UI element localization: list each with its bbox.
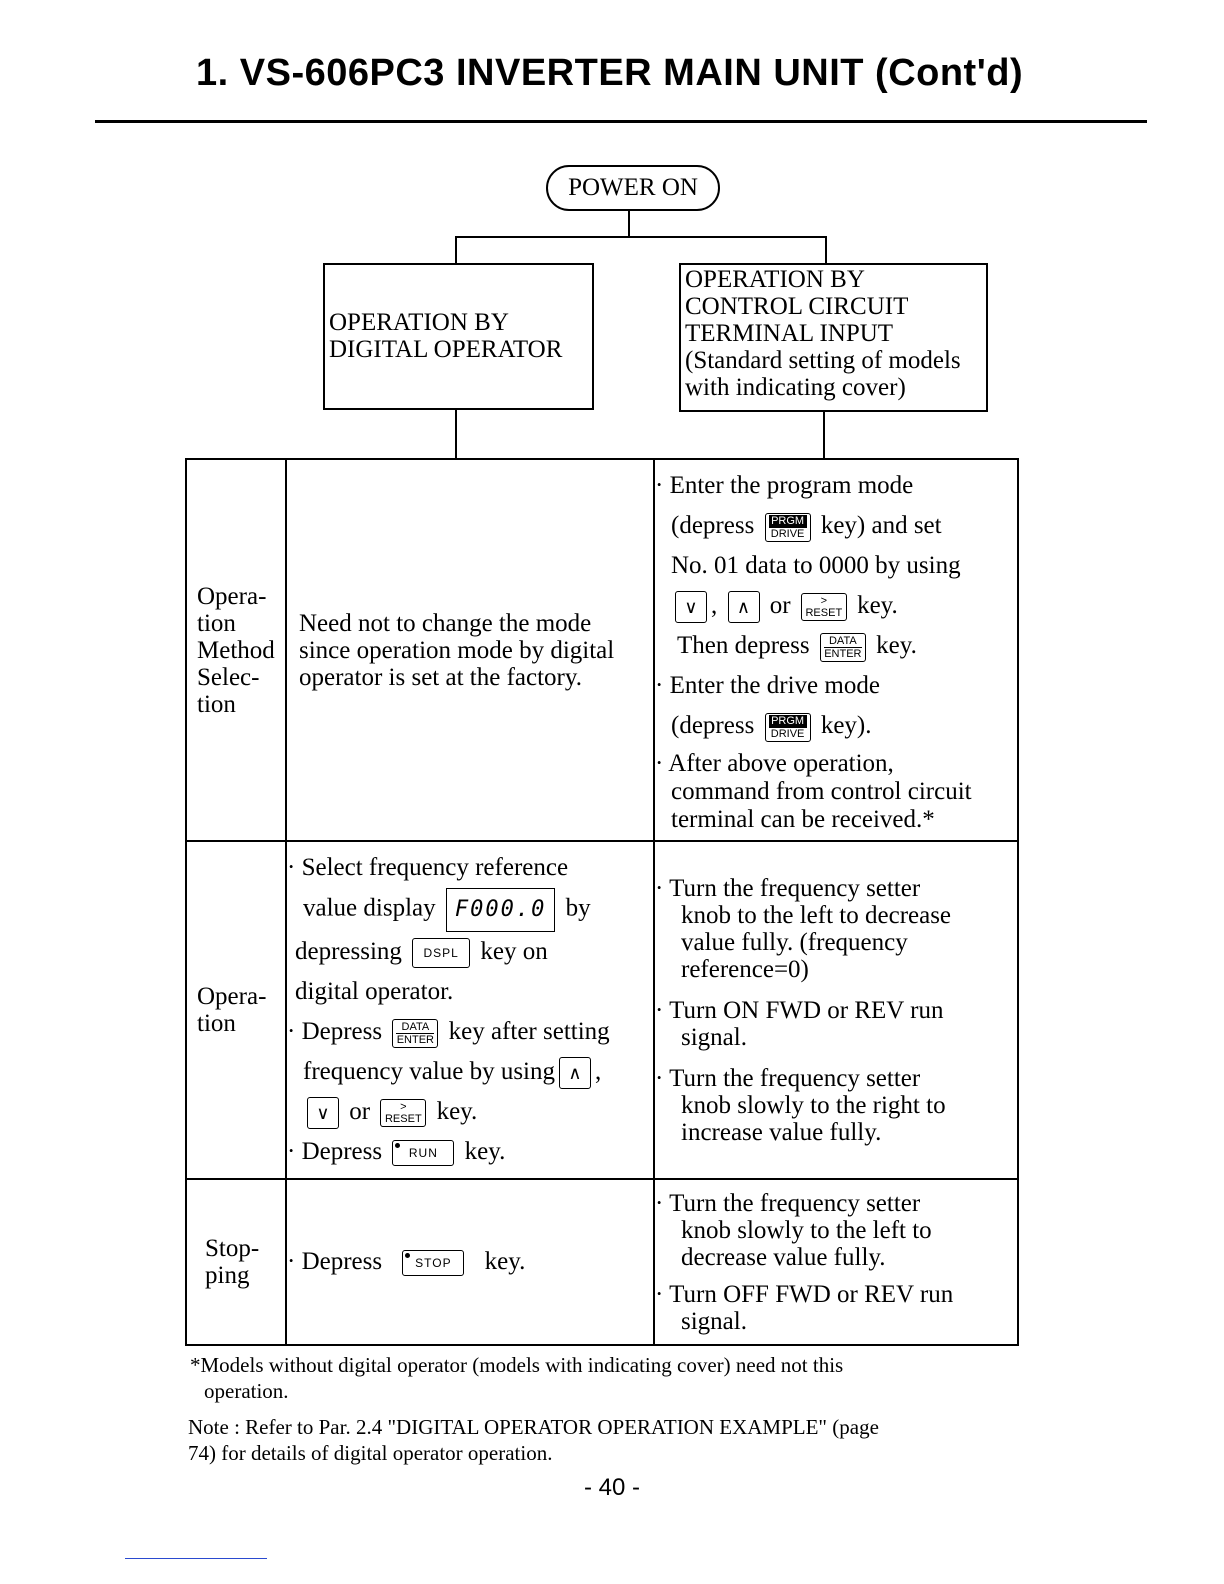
step-text: key. bbox=[857, 592, 898, 619]
step-text: by bbox=[565, 894, 591, 922]
connector-left-down bbox=[455, 236, 457, 264]
step-line bbox=[655, 506, 1017, 546]
step-text: reference=0) bbox=[681, 955, 809, 983]
frequency-display-readout: F000.0 bbox=[446, 888, 555, 932]
step-text: command from control circuit bbox=[671, 778, 972, 805]
step-text: knob slowly to the right to bbox=[681, 1091, 946, 1119]
run-key-icon: RUN bbox=[392, 1140, 454, 1166]
down-key-icon: ∨ bbox=[675, 591, 707, 623]
footer-rule bbox=[125, 1558, 267, 1559]
step-text: (depress bbox=[671, 712, 755, 739]
digital-box-line: OPERATION BY bbox=[329, 309, 509, 336]
footnote-line: operation. bbox=[204, 1379, 289, 1403]
step-text: · Turn OFF FWD or REV run bbox=[655, 1281, 1017, 1308]
step-text: · After above operation, bbox=[655, 750, 1017, 778]
operation-table bbox=[185, 458, 1019, 1346]
footnote-line: *Models without digital operator (models with indicating cover) need not this bbox=[190, 1353, 844, 1377]
dspl-key-icon: DSPL bbox=[412, 938, 470, 968]
step-text: · Select frequency reference bbox=[287, 848, 653, 888]
step-text: frequency value by using bbox=[303, 1058, 556, 1085]
page-number: - 40 - bbox=[583, 1474, 640, 1501]
row-label-line: tion bbox=[197, 1010, 236, 1037]
row-label-stopping bbox=[186, 1179, 286, 1345]
digital-stopping-cell bbox=[286, 1179, 654, 1345]
step-text: (depress bbox=[671, 512, 755, 539]
digital-method-line: operator is set at the factory. bbox=[299, 663, 582, 691]
power-on-node: POWER ON bbox=[546, 165, 720, 211]
digital-method-line: since operation mode by digital bbox=[299, 636, 615, 664]
note-line: 74) for details of digital operator operation. bbox=[188, 1441, 553, 1465]
reset-key-icon: > RESET bbox=[380, 1099, 426, 1127]
step-line bbox=[655, 626, 1017, 666]
row-label-line: ping bbox=[205, 1262, 250, 1289]
note-line: Note : Refer to Par. 2.4 "DIGITAL OPERATOR OPERATION EXAMPLE" (page bbox=[188, 1415, 879, 1439]
up-key-icon: ∧ bbox=[728, 591, 760, 623]
connector-branch bbox=[455, 236, 827, 238]
step-text: knob to the left to decrease bbox=[681, 901, 952, 929]
step-text: value display bbox=[303, 894, 436, 922]
step-text: · Turn the frequency setter bbox=[655, 875, 1017, 902]
step-text: · Turn the frequency setter bbox=[655, 1065, 1017, 1092]
prgm-drive-key-icon: PRGM DRIVE bbox=[765, 713, 811, 742]
step-line bbox=[287, 1248, 653, 1276]
terminal-box-line: OPERATION BY bbox=[685, 266, 865, 293]
step-text: or bbox=[349, 1098, 371, 1125]
reset-key-icon: > RESET bbox=[801, 593, 847, 621]
step-line bbox=[287, 1052, 653, 1092]
step-text: value fully. (frequency bbox=[681, 928, 908, 956]
terminal-box-line: TERMINAL INPUT bbox=[685, 320, 894, 347]
stop-key-icon: STOP bbox=[402, 1250, 464, 1276]
connector-power-down bbox=[628, 211, 630, 237]
row-label-line: tion bbox=[197, 609, 236, 637]
step-text: signal. bbox=[681, 1307, 747, 1335]
control-circuit-box bbox=[679, 263, 988, 412]
step-text: increase value fully. bbox=[681, 1118, 882, 1146]
row-label-line: Method bbox=[197, 636, 275, 664]
reference-note bbox=[188, 1414, 1048, 1466]
step-text: , bbox=[711, 592, 718, 619]
data-enter-key-icon: DATA ENTER bbox=[820, 633, 866, 662]
step-text: decrease value fully. bbox=[681, 1243, 886, 1271]
row-label-operation bbox=[186, 841, 286, 1179]
step-text: terminal can be received.* bbox=[671, 806, 935, 833]
step-text: key. bbox=[484, 1247, 526, 1275]
step-line bbox=[287, 1132, 653, 1172]
row-label-line: Opera- bbox=[197, 582, 267, 610]
data-enter-key-icon: DATA ENTER bbox=[392, 1019, 438, 1048]
step-text: · Turn the frequency setter bbox=[655, 1190, 1017, 1217]
title-rule bbox=[95, 120, 1147, 123]
table-row bbox=[186, 1179, 1018, 1345]
step-text: key). bbox=[820, 712, 872, 739]
step-text: signal. bbox=[681, 1023, 747, 1051]
step-text: · Enter the drive mode bbox=[655, 666, 1017, 706]
row-label-method-selection bbox=[186, 459, 286, 841]
terminal-box-line: with indicating cover) bbox=[685, 374, 906, 401]
table-row bbox=[186, 841, 1018, 1179]
step-line bbox=[287, 1092, 653, 1132]
page-title: 1. VS-606PC3 INVERTER MAIN UNIT (Cont'd) bbox=[196, 52, 1024, 94]
row-label-line: tion bbox=[197, 690, 236, 718]
step-text: key after setting bbox=[448, 1018, 610, 1045]
terminal-box-line: CONTROL CIRCUIT bbox=[685, 293, 909, 320]
digital-operation-cell bbox=[286, 841, 654, 1179]
step-text: · Turn ON FWD or REV run bbox=[655, 997, 1017, 1024]
terminal-operation-cell bbox=[654, 841, 1018, 1179]
up-key-icon: ∧ bbox=[559, 1057, 591, 1089]
step-text: key. bbox=[876, 632, 917, 659]
connector-right-down bbox=[825, 236, 827, 264]
table-row bbox=[186, 459, 1018, 841]
step-text: or bbox=[769, 592, 791, 619]
step-text: key) and set bbox=[820, 512, 942, 539]
step-text: key on bbox=[480, 938, 548, 965]
terminal-box-line: (Standard setting of models bbox=[685, 347, 961, 374]
step-text: key. bbox=[436, 1098, 478, 1125]
step-text: , bbox=[595, 1058, 602, 1085]
step-line bbox=[287, 932, 653, 972]
prgm-drive-key-icon: PRGM DRIVE bbox=[765, 513, 811, 542]
step-text: Then depress bbox=[677, 632, 810, 659]
step-line bbox=[287, 1012, 653, 1052]
digital-method-cell bbox=[286, 459, 654, 841]
step-line bbox=[287, 888, 653, 932]
connector-left-to-table bbox=[455, 410, 457, 459]
digital-box-line: DIGITAL OPERATOR bbox=[329, 336, 563, 363]
digital-operator-box bbox=[323, 263, 594, 410]
connector-right-to-table bbox=[823, 412, 825, 459]
down-key-icon: ∨ bbox=[307, 1097, 339, 1129]
row-label-line: Stop- bbox=[205, 1235, 260, 1262]
step-text: knob slowly to the left to bbox=[681, 1216, 932, 1244]
step-text: Depress bbox=[301, 1018, 383, 1045]
digital-method-line: Need not to change the mode bbox=[299, 609, 592, 637]
step-line bbox=[655, 586, 1017, 626]
row-label-line: Selec- bbox=[197, 663, 260, 691]
step-text: key. bbox=[464, 1138, 506, 1165]
step-text: · Enter the program mode bbox=[655, 466, 1017, 506]
step-text: Depress bbox=[301, 1138, 383, 1165]
step-text: digital operator. bbox=[295, 978, 454, 1005]
footnote bbox=[190, 1352, 1050, 1404]
step-text: Depress bbox=[301, 1247, 383, 1275]
step-text: depressing bbox=[295, 938, 402, 965]
row-label-line: Opera- bbox=[197, 983, 267, 1010]
terminal-method-cell bbox=[654, 459, 1018, 841]
terminal-stopping-cell bbox=[654, 1179, 1018, 1345]
step-text: No. 01 data to 0000 by using bbox=[671, 552, 961, 579]
step-line bbox=[655, 706, 1017, 746]
